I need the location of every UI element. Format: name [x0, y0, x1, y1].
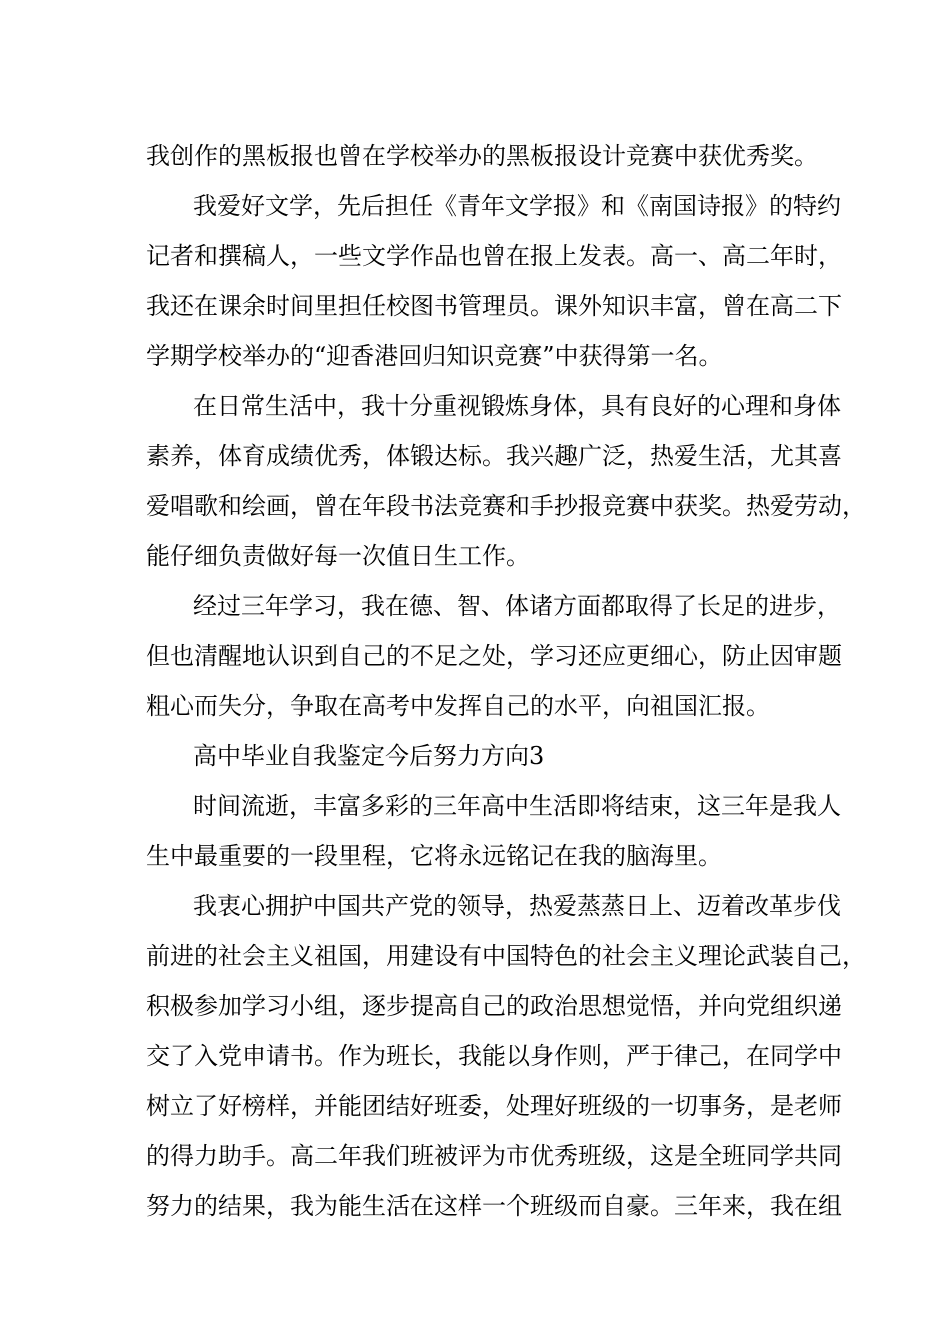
text-line: 记者和撰稿人，一些文学作品也曾在报上发表。高一、高二年时， [146, 242, 842, 270]
text-line: 我创作的黑板报也曾在学校举办的黑板报设计竞赛中获优秀奖。 [146, 142, 818, 170]
text-line: 素养，体育成绩优秀，体锻达标。我兴趣广泛，热爱生活，尤其喜 [146, 442, 842, 470]
text-line: 前进的社会主义祖国，用建设有中国特色的社会主义理论武装自己， [146, 942, 866, 970]
text-line: 能仔细负责做好每一次值日生工作。 [146, 542, 530, 570]
text-line: 努力的结果，我为能生活在这样一个班级而自豪。三年来，我在组 [146, 1192, 842, 1220]
text-line: 在日常生活中，我十分重视锻炼身体，具有良好的心理和身体 [193, 392, 841, 420]
text-line: 我衷心拥护中国共产党的领导，热爱蒸蒸日上、迈着改革步伐 [193, 892, 841, 920]
text-line: 时间流逝，丰富多彩的三年高中生活即将结束，这三年是我人 [193, 792, 841, 820]
text-line: 积极参加学习小组，逐步提高自己的政治思想觉悟，并向党组织递 [146, 992, 842, 1020]
text-line: 的得力助手。高二年我们班被评为市优秀班级，这是全班同学共同 [146, 1142, 842, 1170]
text-line: 爱唱歌和绘画，曾在年段书法竞赛和手抄报竞赛中获奖。热爱劳动， [146, 492, 866, 520]
text-line: 生中最重要的一段里程，它将永远铭记在我的脑海里。 [146, 842, 722, 870]
text-line: 学期学校举办的“迎香港回归知识竞赛”中获得第一名。 [146, 342, 723, 370]
section-heading: 高中毕业自我鉴定今后努力方向3 [193, 742, 545, 770]
text-line: 我还在课余时间里担任校图书管理员。课外知识丰富，曾在高二下 [146, 292, 842, 320]
text-line: 交了入党申请书。作为班长，我能以身作则，严于律己，在同学中 [146, 1042, 842, 1070]
text-line: 粗心而失分，争取在高考中发挥自己的水平，向祖国汇报。 [146, 692, 770, 720]
text-line: 树立了好榜样，并能团结好班委，处理好班级的一切事务，是老师 [146, 1092, 842, 1120]
text-line: 但也清醒地认识到自己的不足之处，学习还应更细心，防止因审题 [146, 642, 842, 670]
text-line: 我爱好文学，先后担任《青年文学报》和《南国诗报》的特约 [193, 192, 841, 220]
text-line: 经过三年学习，我在德、智、体诸方面都取得了长足的进步， [193, 592, 841, 620]
